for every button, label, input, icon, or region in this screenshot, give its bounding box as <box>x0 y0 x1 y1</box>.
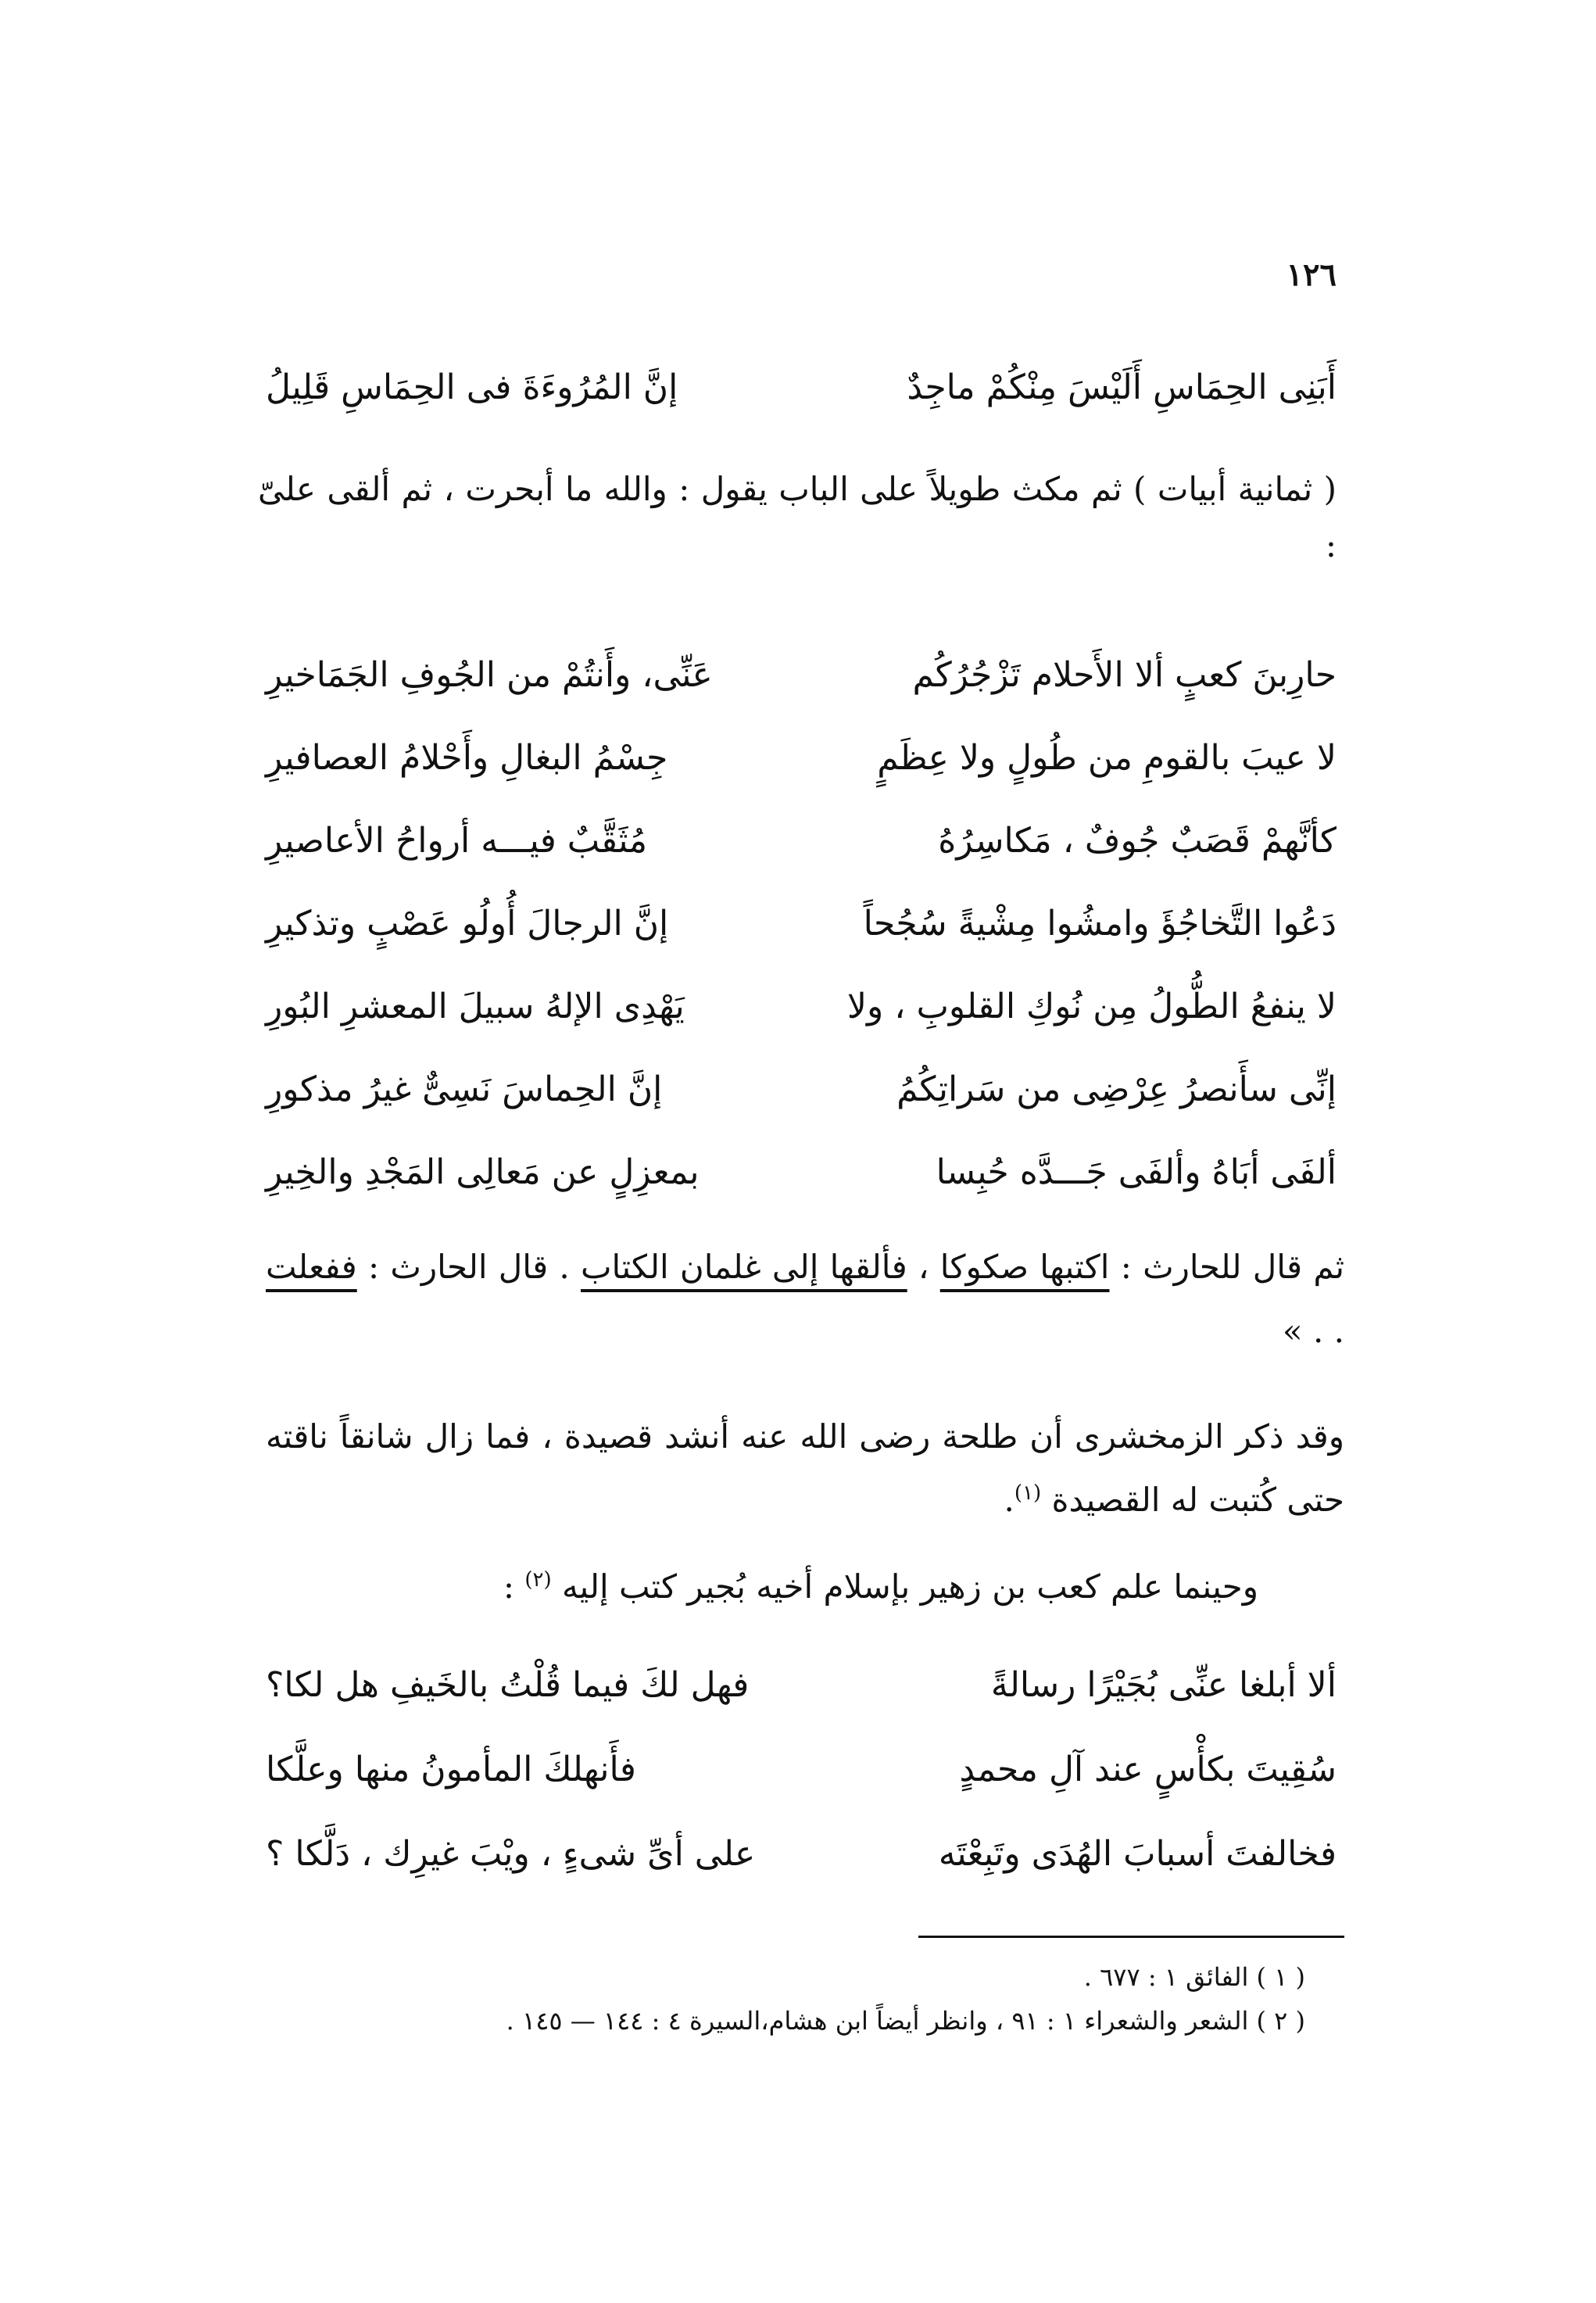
poem-verse <box>266 888 1337 958</box>
footnote-reference: (١) <box>1014 1481 1042 1505</box>
footnote-reference: (٢) <box>524 1568 552 1592</box>
verse-right-hemistich: فخالفتَ أسبابَ الهُدَى وتَبِعْتَه <box>938 1833 1337 1874</box>
verse-right-hemistich: لا ينفعُ الطُّولُ مِن نُوكِ القلوبِ ، ولا <box>846 986 1337 1026</box>
intro-paragraph: ( ثمانية أبيات ) ثم مكث طويلاً على الباب يقول : والله ما أبحرت ، ثم ألقى علىّ : <box>258 470 1337 564</box>
verse-left-hemistich: إنَّ الحِماسَ نَسِىٌّ غيرُ مذكورِ <box>266 1069 663 1109</box>
zamakhshari-paragraph: وقد ذكر الزمخشرى أن طلحة رضى الله عنه أنشد قصيدة ، فما زال شانقاً ناقته حتى كُتبت له القصيدة $^{(١)}$. <box>266 1417 1344 1519</box>
verse-left-hemistich: عَنِّى، وأَنتُمْ من الجُوفِ الجَمَاخيرِ <box>266 654 713 695</box>
verse-right-hemistich: ألفَى أبَاهُ وألفَى جَـــدَّه حُبِسا <box>936 1152 1337 1192</box>
verse-left-hemistich: على أىِّ شىءٍ ، ويْبَ غيرِك ، دَلَّكا ؟ <box>266 1833 756 1874</box>
verse-right-hemistich: أَبَنِى الحِمَاسِ أَلَيْسَ مِنْكُمْ ماجِدٌ <box>907 367 1337 407</box>
ka-b-paragraph: وحينما علم كعب بن زهير بإسلام أخيه بُجير كتب إليه $^{(٢)}$ : <box>503 1567 1258 1606</box>
poem-verse <box>266 1054 1337 1124</box>
verse-right-hemistich: لا عيبَ بالقومِ من طُولٍ ولا عِظَمٍ <box>877 737 1337 778</box>
underlined-phrase: اكتبها صكوكا <box>939 1248 1110 1286</box>
verse-left-hemistich: فهل لكَ فيما قُلْتُ بالخَيفِ هل لكا؟ <box>266 1664 750 1705</box>
verse-left-hemistich: إنَّ الرجالَ أُولُو عَصْبٍ وتذكيرِ <box>266 903 669 944</box>
verse-right-hemistich: حارِبنَ كعبٍ ألا الأَحلام تَزْجُرُكُم <box>912 654 1337 695</box>
verse-right-hemistich: دَعُوا التَّخاجُؤَ وامشُوا مِشْيةً سُجُحاً <box>863 903 1337 944</box>
page-number: ١٢٦ <box>1286 256 1337 293</box>
poem-verse <box>266 1649 1337 1720</box>
footnote: ( ٢ ) الشعر والشعراء ١ : ٩١ ، وانظر أيضاً ابن هشام،السيرة ٤ : ١٤٤ — ١٤٥ . <box>506 2006 1305 2036</box>
poem-verse <box>266 1818 1337 1889</box>
poem-verse <box>266 805 1337 876</box>
footnote: ( ١ ) الفائق ١ : ٦٧٧ . <box>1083 1962 1305 1992</box>
poem-verse <box>266 1734 1337 1804</box>
underlined-phrase: ففعلت <box>266 1248 357 1286</box>
verse-left-hemistich: إنَّ المُرُوءَةَ فى الحِمَاسِ قَلِيلُ <box>266 367 678 407</box>
poem-verse <box>266 639 1337 710</box>
verse-right-hemistich: إنِّى سأَنصرُ عِرْضِى من سَراتِكُمُ <box>896 1069 1337 1109</box>
poem-verse <box>266 971 1337 1041</box>
footnote-separator <box>918 1936 1344 1938</box>
verse-left-hemistich: مُثَقَّبٌ فيـــه أرواحُ الأعاصيرِ <box>266 820 648 861</box>
verse-left-hemistich: جِسْمُ البغالِ وأَحْلامُ العصافيرِ <box>266 737 668 778</box>
verse-left-hemistich: بمعزِلٍ عن مَعالِى المَجْدِ والخِيرِ <box>266 1152 700 1192</box>
verse-right-hemistich: ألا أبلغا عنِّى بُجَيْرًا رسالةً <box>990 1664 1337 1705</box>
verse-right-hemistich: كأنَّهمْ قَصَبٌ جُوفٌ ، مَكاسِرُهُ <box>938 820 1337 861</box>
poem-verse <box>266 1137 1337 1207</box>
verse-left-hemistich: يَهْدِى الإلهُ سبيلَ المعشرِ البُورِ <box>266 986 685 1026</box>
opening-verse <box>266 352 1337 422</box>
verse-right-hemistich: سُقِيتَ بكأْسٍ عند آلِ محمدٍ <box>959 1749 1337 1789</box>
verse-left-hemistich: فأَنهلكَ المأمونُ منها وعلَّكا <box>266 1749 636 1789</box>
underlined-phrase: فألقها إلى غلمان الكتاب <box>580 1248 907 1286</box>
after-poem-paragraph: ثم قال للحارث : اكتبها صكوكا ، فألقها إلى غلمان الكتاب . قال الحارث : ففعلت . . » <box>266 1248 1345 1350</box>
poem-verse <box>266 722 1337 793</box>
